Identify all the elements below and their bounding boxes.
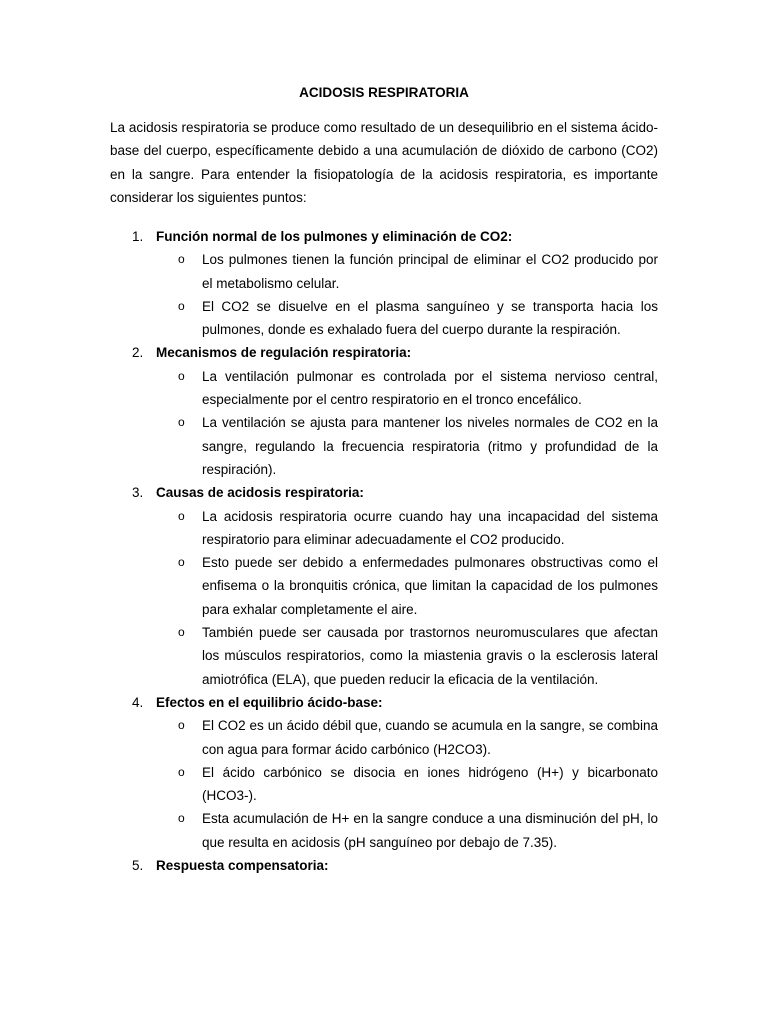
document-title: ACIDOSIS RESPIRATORIA [299, 85, 469, 100]
bullet-marker: o [178, 811, 185, 826]
section-heading: Causas de acidosis respiratoria: [156, 485, 364, 501]
bullet-marker: o [178, 298, 185, 313]
bullet-marker: o [178, 368, 185, 383]
bullet-item [156, 761, 658, 808]
section-number: 3. [132, 485, 144, 501]
bullet-list [156, 365, 658, 481]
bullet-text: La acidosis respiratoria ocurre cuando hay una incapacidad del sistema respiratorio para eliminar adecuadamente el CO2 producido. [202, 508, 658, 547]
bullet-marker: o [178, 415, 185, 430]
bullet-list [156, 505, 658, 691]
bullet-item [156, 411, 658, 481]
bullet-item [156, 248, 658, 295]
section-number: 4. [132, 694, 144, 710]
section-number: 2. [132, 345, 144, 361]
bullet-marker: o [178, 764, 185, 779]
bullet-text: El ácido carbónico se disocia en iones hidrógeno (H+) y bicarbonato (HCO3-). [202, 764, 658, 804]
bullet-item [156, 365, 658, 412]
bullet-marker: o [178, 625, 185, 640]
outline-section [110, 481, 658, 691]
bullet-text: El CO2 es un ácido débil que, cuando se acumula en la sangre, se combina con agua para formar ácido carbónico (H2CO3). [202, 718, 658, 757]
bullet-text: La ventilación se ajusta para mantener los niveles normales de CO2 en la sangre, regulando la frecuencia respiratoria (ritmo y profundidad de la respiración). [202, 415, 658, 477]
outline-list [110, 225, 658, 877]
bullet-marker: o [178, 555, 185, 570]
bullet-text: Esta acumulación de H+ en la sangre conduce a una disminución del pH, lo que resulta en acidosis (pH sanguíneo por debajo de 7.35). [202, 811, 658, 850]
bullet-marker: o [178, 718, 185, 733]
bullet-text: El CO2 se disuelve en el plasma sanguíneo y se transporta hacia los pulmones, donde es exhalado fuera del cuerpo durante la respiración. [202, 298, 658, 338]
section-heading: Función normal de los pulmones y eliminación de CO2: [156, 229, 513, 244]
bullet-item [156, 505, 658, 552]
outline-section [110, 691, 658, 854]
bullet-text: Esto puede ser debido a enfermedades pulmonares obstructivas como el enfisema o la bronquitis crónica, que limitan la capacidad de los pulmones para exhalar completamente el aire. [202, 555, 658, 617]
section-heading: Mecanismos de regulación respiratoria: [156, 345, 412, 361]
bullet-item [156, 807, 658, 854]
bullet-item [156, 621, 658, 691]
bullet-text: La ventilación pulmonar es controlada por el sistema nervioso central, especialmente por el centro respiratorio en el tronco encefálico. [202, 368, 658, 408]
bullet-item [156, 295, 658, 342]
section-number: 1. [132, 229, 144, 244]
outline-section [110, 225, 658, 341]
section-number: 5. [132, 858, 144, 874]
bullet-text: También puede ser causada por trastornos neuromusculares que afectan los músculos respiratorios, como la miastenia gravis o la esclerosis lateral amiotrófica (ELA), que pueden reducir la eficacia de la ventilación. [202, 625, 658, 687]
bullet-list [156, 714, 658, 854]
intro-paragraph: La acidosis respiratoria se produce como resultado de un desequilibrio en el sistema ácido-base del cuerpo, específicamente debido a una acumulación de dióxido de carbono (CO2) en la sangre. Para entender la fisiopatología de la acidosis respiratoria, es importante considerar los siguientes puntos: [110, 120, 658, 205]
bullet-marker: o [178, 508, 185, 523]
bullet-item [156, 551, 658, 621]
section-heading: Respuesta compensatoria: [156, 858, 329, 874]
bullet-item [156, 714, 658, 761]
bullet-text: Los pulmones tienen la función principal de eliminar el CO2 producido por el metabolismo celular. [202, 252, 658, 291]
outline-section [110, 341, 658, 481]
bullet-marker: o [178, 252, 185, 267]
outline-section [110, 854, 658, 877]
bullet-list [156, 248, 658, 341]
section-heading: Efectos en el equilibrio ácido-base: [156, 694, 383, 710]
